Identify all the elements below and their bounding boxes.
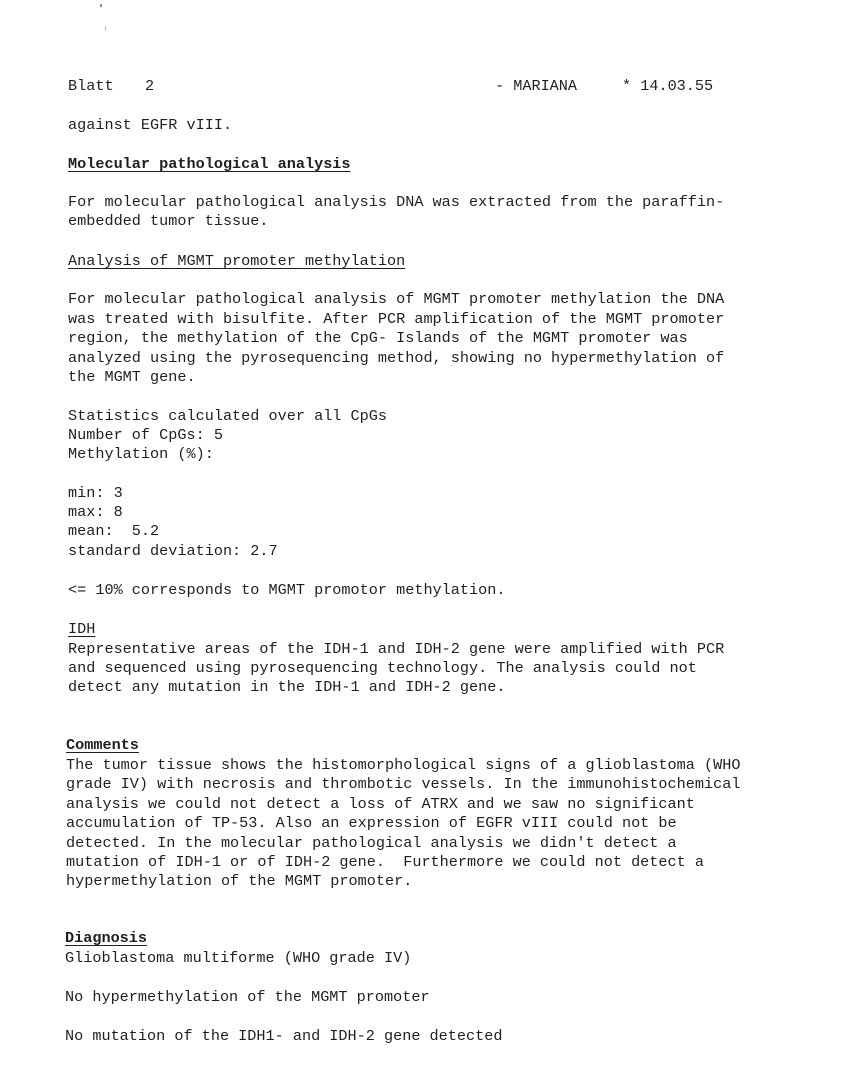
- stat-sd: standard deviation: 2.7: [68, 542, 278, 560]
- mgmt-line-1: For molecular pathological analysis of MGMT promoter methylation the DNA: [68, 290, 725, 308]
- mgmt-line-4: analyzed using the pyrosequencing method, showing no hypermethylation of: [68, 349, 725, 367]
- section-heading-idh: IDH: [68, 620, 96, 638]
- diagnosis-line-1: Glioblastoma multiforme (WHO grade IV): [65, 949, 412, 967]
- stat-min: min: 3: [68, 484, 123, 502]
- comments-line-3: analysis we could not detect a loss of ATRX and we saw no significant: [66, 795, 695, 813]
- diagnosis-line-2: No hypermethylation of the MGMT promoter: [65, 988, 430, 1006]
- methylation-threshold: <= 10% corresponds to MGMT promotor methylation.: [68, 581, 506, 599]
- sheet-label: Blatt: [68, 77, 114, 95]
- mgmt-line-5: the MGMT gene.: [68, 368, 196, 386]
- idh-line-2: and sequenced using pyrosequencing technology. The analysis could not: [68, 659, 697, 677]
- stats-header-2: Number of CpGs: 5: [68, 426, 223, 444]
- idh-line-1: Representative areas of the IDH-1 and IDH-2 gene were amplified with PCR: [68, 640, 725, 658]
- comments-line-5: detected. In the molecular pathological analysis we didn't detect a: [66, 834, 677, 852]
- section-heading-diagnosis: Diagnosis: [65, 929, 148, 947]
- molecular-line-1: For molecular pathological analysis DNA was extracted from the paraffin-: [68, 193, 725, 211]
- birth-date: * 14.03.55: [622, 77, 714, 95]
- comments-line-7: hypermethylation of the MGMT promoter.: [66, 872, 413, 890]
- mgmt-line-3: region, the methylation of the CpG- Islands of the MGMT promoter was: [68, 329, 688, 347]
- comments-line-4: accumulation of TP-53. Also an expression of EGFR vIII could not be: [66, 814, 677, 832]
- scan-speck: [100, 4, 102, 7]
- patient-name: - MARIANA: [495, 77, 578, 95]
- stat-max: max: 8: [68, 503, 123, 521]
- mgmt-line-2: was treated with bisulfite. After PCR amplification of the MGMT promoter: [68, 310, 725, 328]
- molecular-line-2: embedded tumor tissue.: [68, 212, 269, 230]
- comments-line-6: mutation of IDH-1 or of IDH-2 gene. Furthermore we could not detect a: [66, 853, 704, 871]
- sheet-number: 2: [145, 77, 155, 95]
- idh-line-3: detect any mutation in the IDH-1 and IDH-2 gene.: [68, 678, 506, 696]
- section-heading-molecular: Molecular pathological analysis: [68, 155, 351, 173]
- intro-line: against EGFR vIII.: [68, 116, 233, 134]
- stat-mean: mean: 5.2: [68, 522, 160, 540]
- stats-header-3: Methylation (%):: [68, 445, 214, 463]
- scan-speck: [105, 26, 106, 31]
- comments-line-1: The tumor tissue shows the histomorphological signs of a glioblastoma (WHO: [66, 756, 741, 774]
- diagnosis-line-3: No mutation of the IDH1- and IDH-2 gene detected: [65, 1027, 503, 1045]
- comments-line-2: grade IV) with necrosis and thrombotic vessels. In the immunohistochemical: [66, 775, 741, 793]
- section-heading-comments: Comments: [66, 736, 139, 754]
- stats-header-1: Statistics calculated over all CpGs: [68, 407, 387, 425]
- section-heading-mgmt: Analysis of MGMT promoter methylation: [68, 252, 406, 270]
